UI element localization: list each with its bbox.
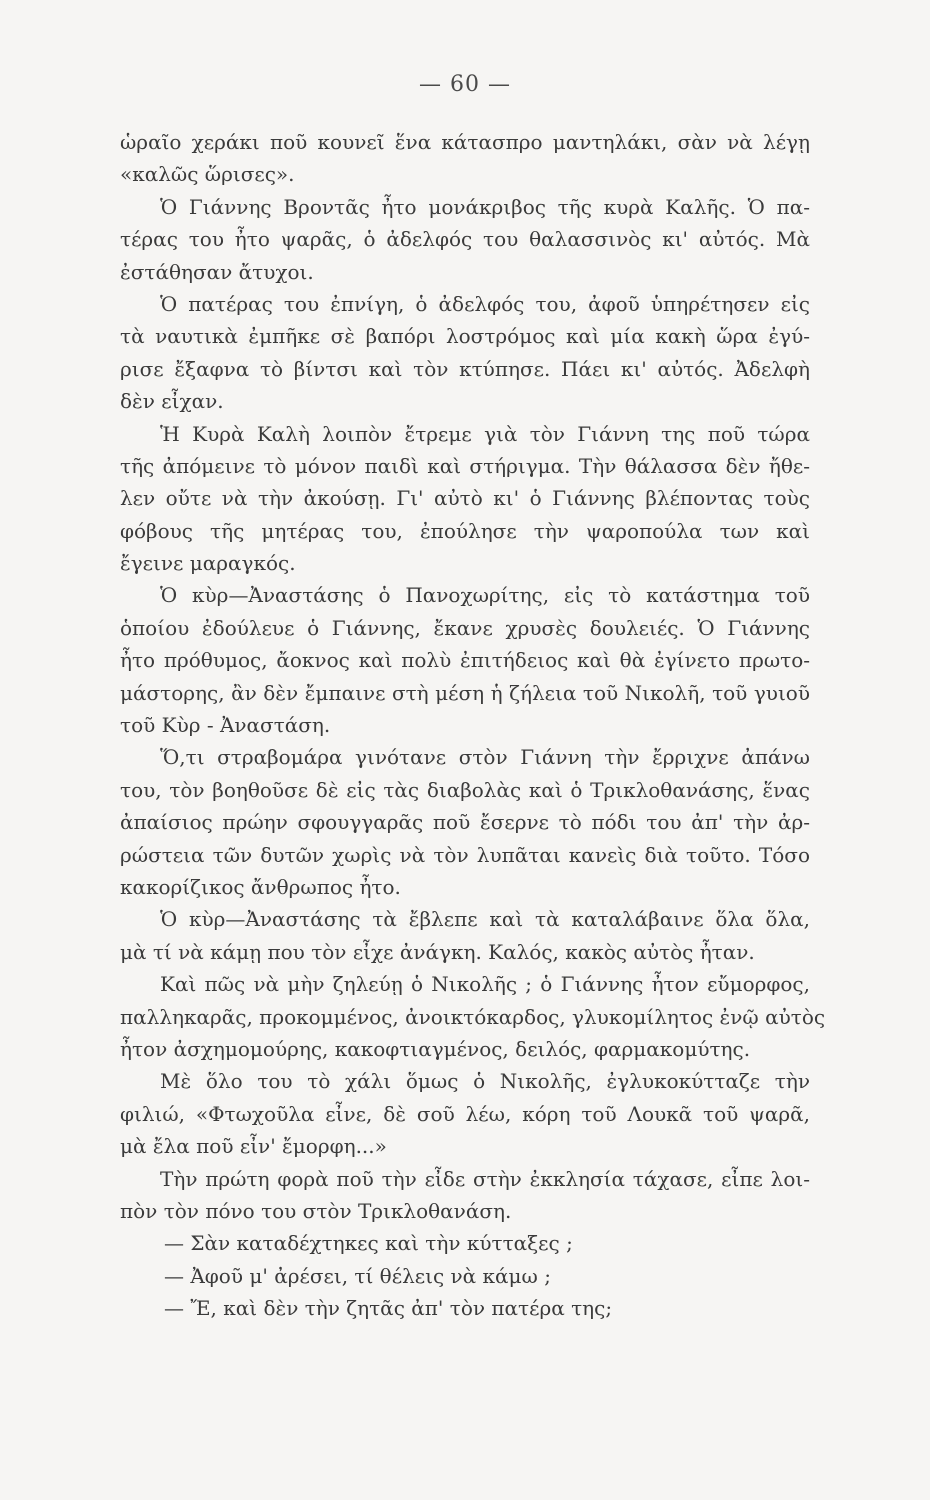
text-line: φόβους τῆς μητέρας του, ἐπούλησε τὴν ψαροπούλα των καὶ bbox=[120, 518, 810, 543]
text-line: Ὁ Γιάννης Βροντᾶς ἦτο μονάκριβος τῆς κυρὰ Καλῆς. Ὁ πα- bbox=[160, 194, 810, 219]
text-line: Ὅ,τι στραβομάρα γινότανε στὸν Γιάννη τὴν ἔρριχνε ἀπάνω bbox=[160, 745, 810, 770]
body-text bbox=[120, 126, 826, 1324]
text-line: ἦτο πρόθυμος, ἄοκνος καὶ πολὺ ἐπιτήδειος καὶ θὰ ἐγίνετο πρωτο- bbox=[120, 648, 810, 673]
text-line: Τὴν πρώτη φορὰ ποῦ τὴν εἶδε στὴν ἐκκλησία τάχασε, εἶπε λοι- bbox=[160, 1166, 810, 1191]
text-line: λεν οὔτε νὰ τὴν ἀκούσῃ. Γι' αὐτὸ κι' ὁ Γιάννης βλέποντας τοὺς bbox=[120, 486, 810, 511]
text-line: τέρας του ἦτο ψαρᾶς, ὁ ἀδελφός του θαλασσινὸς κι' αὐτός. Μὰ bbox=[120, 227, 810, 252]
text-line: ὁποίου ἐδούλευε ὁ Γιάννης, ἔκανε χρυσὲς δουλειές. Ὁ Γιάννης bbox=[120, 615, 810, 640]
text-line: πὸν τὸν πόνο του στὸν Τρικλοθανάση. bbox=[120, 1198, 512, 1223]
text-line: Ὁ κὺρ—Ἀναστάσης τὰ ἔβλεπε καὶ τὰ καταλάβαινε ὅλα ὅλα, bbox=[160, 907, 810, 932]
dialogue-line: — Σὰν καταδέχτηκες καὶ τὴν κύτταξες ; bbox=[164, 1231, 573, 1256]
text-line: τῆς ἀπόμεινε τὸ μόνον παιδὶ καὶ στήριγμα. Τὴν θάλασσα δὲν ἤθε- bbox=[120, 453, 810, 478]
text-line: ὡραῖο χεράκι ποῦ κουνεῖ ἕνα κάτασπρο μαντηλάκι, σὰν νὰ λέγῃ bbox=[120, 130, 810, 154]
text-line: παλληκαρᾶς, προκομμένος, ἀνοικτόκαρδος, γλυκομίλητος ἐνῷ αὐτὸς bbox=[120, 1004, 826, 1029]
text-line: μάστορης, ἂν δὲν ἔμπαινε στὴ μέση ἡ ζήλεια τοῦ Νικολῆ, τοῦ γυιοῦ bbox=[120, 680, 810, 705]
text-line: φιλιώ, «Φτωχοῦλα εἶνε, δὲ σοῦ λέω, κόρη τοῦ Λουκᾶ τοῦ ψαρᾶ, bbox=[120, 1101, 810, 1126]
text-line: του, τὸν βοηθοῦσε δὲ εἰς τὰς διαβολὰς καὶ ὁ Τρικλοθανάσης, ἕνας bbox=[120, 777, 810, 802]
text-line: ρώστεια τῶν δυτῶν χωρὶς νὰ τὸν λυπᾶται κανεὶς διὰ τοῦτο. Τόσο bbox=[120, 842, 810, 867]
text-line: κακορίζικος ἄνθρωπος ἦτο. bbox=[120, 874, 401, 899]
text-line: Ἡ Κυρὰ Καλὴ λοιπὸν ἔτρεμε γιὰ τὸν Γιάννη της ποῦ τώρα bbox=[160, 421, 810, 446]
text-line: Ὁ πατέρας του ἐπνίγη, ὁ ἀδελφός του, ἀφοῦ ὑπηρέτησεν εἰς bbox=[160, 291, 810, 316]
page-number: — 60 — bbox=[419, 72, 511, 97]
text-line: ἐστάθησαν ἄτυχοι. bbox=[120, 259, 314, 284]
text-line: τὰ ναυτικὰ ἐμπῆκε σὲ βαπόρι λοστρόμος καὶ μία κακὴ ὥρα ἐγύ- bbox=[120, 324, 810, 349]
text-line: ρισε ἔξαφνα τὸ βίντσι καὶ τὸν κτύπησε. Πάει κι' αὐτός. Ἀδελφὴ bbox=[120, 356, 810, 381]
text-line: «καλῶς ὥρισες». bbox=[120, 162, 295, 187]
text-line: μὰ ἔλα ποῦ εἶν' ἔμορφη...» bbox=[120, 1134, 387, 1159]
text-line: Ὁ κὺρ—Ἀναστάσης ὁ Πανοχωρίτης, εἰς τὸ κατάστημα τοῦ bbox=[160, 583, 810, 608]
text-line: ἦτον ἀσχημομούρης, κακοφτιαγμένος, δειλός, φαρμακομύτης. bbox=[120, 1036, 751, 1061]
text-line: μὰ τί νὰ κάμῃ που τὸν εἶχε ἀνάγκη. Καλός, κακὸς αὐτὸς ἦταν. bbox=[120, 939, 755, 964]
dialogue-line: — Ἀφοῦ μ' ἀρέσει, τί θέλεις νὰ κάμω ; bbox=[164, 1263, 551, 1288]
text-line: Καὶ πῶς νὰ μὴν ζηλεύῃ ὁ Νικολῆς ; ὁ Γιάννης ἦτον εὔμορφος, bbox=[160, 972, 810, 997]
text-line: ἔγεινε μαραγκός. bbox=[120, 551, 296, 576]
text-line: δὲν εἶχαν. bbox=[120, 389, 224, 414]
text-line: Μὲ ὅλο του τὸ χάλι ὅμως ὁ Νικολῆς, ἐγλυκοκύτταζε τὴν bbox=[160, 1069, 810, 1094]
text-line: ἀπαίσιος πρώην σφουγγαρᾶς ποῦ ἔσερνε τὸ πόδι του ἀπ' τὴν ἀρ- bbox=[120, 810, 810, 835]
dialogue-line: — Ἔ, καὶ δὲν τὴν ζητᾶς ἀπ' τὸν πατέρα της; bbox=[164, 1296, 613, 1321]
text-line: τοῦ Κὺρ - Ἀναστάση. bbox=[120, 713, 331, 738]
